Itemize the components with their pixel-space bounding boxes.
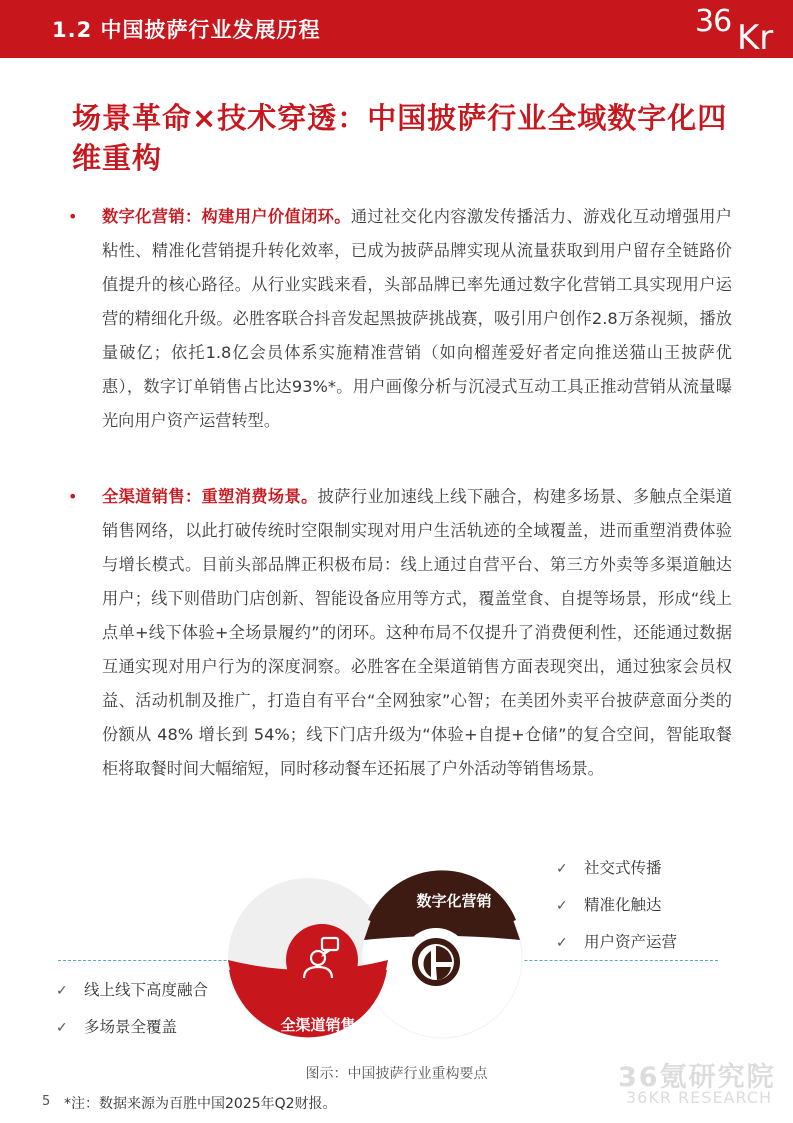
list-item: ✓ 用户资产运营 (556, 924, 677, 961)
check-icon: ✓ (556, 898, 568, 914)
watermark-en: 36KR RESEARCH (626, 1088, 773, 1107)
36kr-logo (673, 0, 793, 58)
list-item: ✓ 多场景全覆盖 (56, 1009, 208, 1046)
logo-36: 36 (695, 4, 732, 39)
list-item: ✓ 线上线下高度融合 (56, 972, 208, 1009)
page-title: 场景革命×技术穿透：中国披萨行业全域数字化四维重构 (72, 101, 728, 175)
logo-kr: Kr (737, 18, 774, 58)
bullet-dot-icon: • (68, 487, 78, 506)
digital-marketing-checklist (556, 850, 677, 961)
check-icon: ✓ (56, 1020, 68, 1036)
digital-marketing-label: 数字化营销 (416, 892, 492, 910)
check-icon: ✓ (556, 861, 568, 877)
restructuring-diagram (0, 840, 793, 1080)
omnichannel-label: 全渠道销售 (280, 1016, 356, 1034)
center-red-circle (286, 924, 358, 996)
list-item: ✓ 精准化触达 (556, 887, 677, 924)
header-bar (0, 0, 793, 58)
bullet-dot-icon: • (68, 207, 78, 226)
bullet-omnichannel-sales (68, 480, 733, 786)
check-icon: ✓ (56, 983, 68, 999)
bullet-body: 披萨行业加速线上线下融合，构建多场景、多触点全渠道销售网络，以此打破传统时空限制实现对用户生活轨迹的全域覆盖，进而重塑消费体验与增长模式。目前头部品牌正积极布局：线上通过自营平台、第三方外卖等多渠道触达用户；线下则借助门店创新、智能设备应用等方式，覆盖堂食、自提等场景，形成“线上点单+线下体验+全场景履约”的闭环。这种布局不仅提升了消费便利性，还能通过数据互通实现对用户行为的深度洞察。必胜客在全渠道销售方面表现突出，通过独家会员权益、活动机制及推广，打造自有平台“全网独家”心智；在美团外卖平台披萨意面分类的份额从 48% 增长到 54%；线下门店升级为“体验+自提+仓储”的复合空间，智能取餐柜将取餐时间大幅缩短，同时移动餐车还拓展了户外活动等销售场景。 (102, 487, 733, 778)
bullet-lead: 数字化营销：构建用户价值闭环。 (102, 207, 351, 226)
bullet-digital-marketing (68, 200, 732, 438)
section-title: 1.2 中国披萨行业发展历程 (52, 18, 321, 42)
figure-caption: 图示：中国披萨行业重构要点 (305, 1066, 488, 1082)
footnote: *注：数据来源为百胜中国2025年Q2财报。 (64, 1096, 337, 1112)
check-icon: ✓ (556, 935, 568, 951)
omnichannel-checklist (56, 972, 208, 1046)
watermark-cn: 36氪研究院 (618, 1062, 776, 1093)
list-item: ✓ 社交式传播 (556, 850, 677, 887)
page-number: 5 (42, 1094, 51, 1109)
bullet-body: 通过社交化内容激发传播活力、游戏化互动增强用户粘性、精准化营销提升转化效率，已成为披萨品牌实现从流量获取到用户留存全链路价值提升的核心路径。从行业实践来看，头部品牌已率先通过数字化营销工具实现用户运营的精细化升级。必胜客联合抖音发起黑披萨挑战赛，吸引用户创作2.8万条视频，播放量破亿；依托1.8亿会员体系实施精准营销（如向榴莲爱好者定向推送猫山王披萨优惠），数字订单销售占比达93%*。用户画像分析与沉浸式互动工具正推动营销从流量曝光向用户资产运营转型。 (102, 207, 732, 430)
bullet-lead: 全渠道销售：重塑消费场景。 (102, 487, 318, 506)
